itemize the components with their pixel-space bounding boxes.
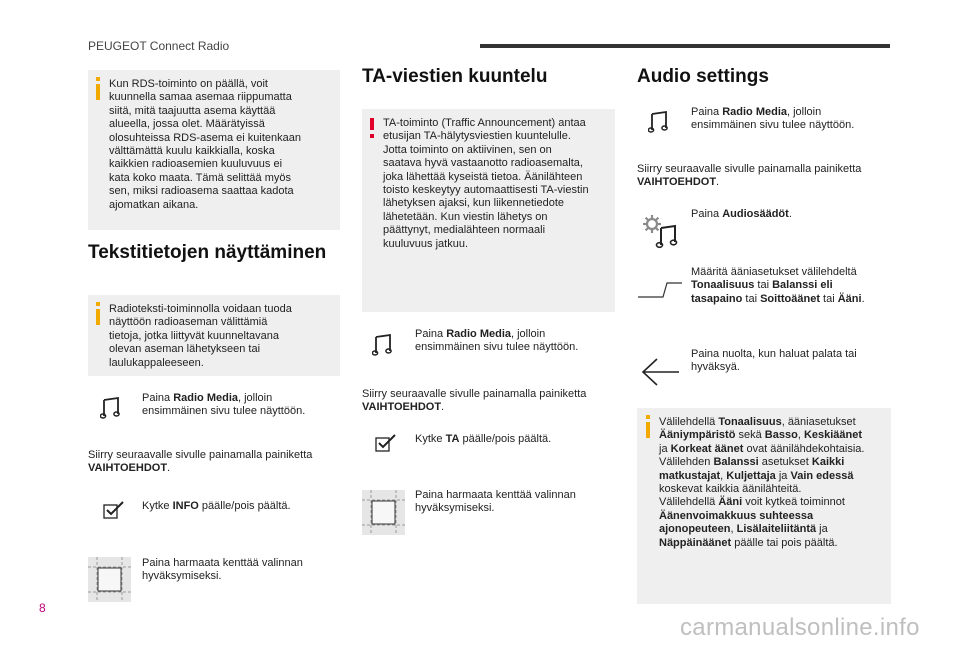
music-note-icon [100, 396, 122, 420]
page-number: 8 [39, 601, 46, 615]
toggle-info-text: Kytke INFO päälle/pois päältä. [142, 500, 291, 512]
next-page-text: Siirry seuraavalle sivulle painamalla painiketta VAIHTOEHDOT. [88, 449, 313, 475]
press-radio-media-text: Paina Radio Media, jolloin ensimmäinen sivu tulee näyttöön. [691, 106, 855, 132]
music-note-icon [648, 110, 670, 134]
section-heading-ta: TA-viestien kuuntelu [362, 66, 548, 87]
header-title: PEUGEOT Connect Radio [88, 39, 230, 53]
audio-info-note [637, 408, 891, 604]
press-radio-media-text: Paina Radio Media, jolloin ensimmäinen sivu tulee näyttöön. [142, 392, 306, 418]
music-note-icon [372, 333, 394, 357]
checkbox-icon [375, 434, 397, 452]
press-radio-media-text: Paina Radio Media, jolloin ensimmäinen sivu tulee näyttöön. [415, 328, 579, 354]
back-text: Paina nuolta, kun haluat palata tai hyväksyä. [691, 348, 857, 374]
next-page-text: Siirry seuraavalle sivulle painamalla painiketta VAIHTOEHDOT. [362, 388, 587, 414]
warning-icon [370, 118, 374, 130]
press-audio-settings-text: Paina Audiosäädöt. [691, 208, 792, 220]
confirm-text: Paina harmaata kenttää valinnan hyväksymiseksi. [142, 557, 303, 583]
grid-icon [362, 490, 405, 535]
info-icon [646, 422, 650, 438]
rds-info-note [88, 70, 340, 230]
ta-note-text: TA-toiminto (Traffic Announcement) antaa etusijan TA-hälytysviestien kuuntelulle. Jotta toiminto on aktiivinen, sen on saatava hyvä vastaanotto radioasemalta, joka lähettää kyseistä tietoa. Äänilähteen toisto keskeytyy automaattisesti TA-viestin lähetyksen ajaksi, kun liikennetiedote lähetetään. Kun viestin lähetys on päättynyt, medialähteen normaali kuuluvuus jatkuu. [383, 117, 589, 250]
info-icon [96, 309, 100, 325]
radiotext-note-text: Radioteksti-toiminnolla voidaan tuoda näyttöön radioaseman välittämiä tietoja, jotka liittyvät kuunneltavana olevan aseman lähetykseen tai laulukappaleeseen. [109, 303, 292, 369]
radiotext-info-note [88, 295, 340, 376]
ta-warning-note [362, 109, 615, 312]
audio-tabs-text: Määritä ääniasetukset välilehdeltä Tonaalisuus tai Balanssi eli tasapaino tai Soittoäänet tai Ääni. [691, 266, 865, 305]
section-heading-radiotext: Tekstitietojen näyttäminen [88, 242, 327, 263]
checkbox-icon [103, 501, 125, 519]
audio-note-text: Välilehdellä Tonaalisuus, ääniasetukset Ääniympäristö sekä Basso, Keskiäänet ja Korkeat äänet ovat äänilähdekohtaisia. Välilehden Balanssi asetukset Kaikki matkustajat, Kuljettaja ja Vain edessä koskevat kaikkia äänilähteitä. Välilehdellä Ääni voit kytkeä toiminnot Äänenvoimakkuus suhteessa ajonopeuteen, Lisälaiteliitäntä ja Näppäinäänet päälle tai pois päältä. [659, 416, 865, 549]
warning-icon-dot [370, 134, 374, 138]
grey-field-icon [88, 557, 131, 602]
grey-field-icon [362, 490, 405, 535]
header-rule [480, 44, 890, 48]
next-page-text: Siirry seuraavalle sivulle painamalla painiketta VAIHTOEHDOT. [637, 163, 862, 189]
tab-icon [637, 280, 683, 300]
audio-settings-icon [642, 214, 680, 250]
grid-icon [88, 557, 131, 602]
info-icon [96, 84, 100, 100]
watermark: carmanualsonline.info [680, 614, 920, 641]
confirm-text: Paina harmaata kenttää valinnan hyväksymiseksi. [415, 489, 576, 515]
toggle-ta-text: Kytke TA päälle/pois päältä. [415, 433, 552, 445]
rds-note-text: Kun RDS-toiminto on päällä, voit kuunnella samaa asemaa riippumatta siitä, mitä taajuutta asema käyttää alueella, jossa olet. Määrätyissä olosuhteissa RDS-asema ei kuitenkaan välttämättä kuulu kaikkialla, koska kaikkien radioasemien kuuluvuus ei kata koko maata. Tämä selittää myös sen, miksi radioasema saattaa kadota ajomatkan aikana. [109, 78, 301, 211]
back-arrow-icon [641, 358, 681, 386]
section-heading-audio: Audio settings [637, 66, 769, 87]
